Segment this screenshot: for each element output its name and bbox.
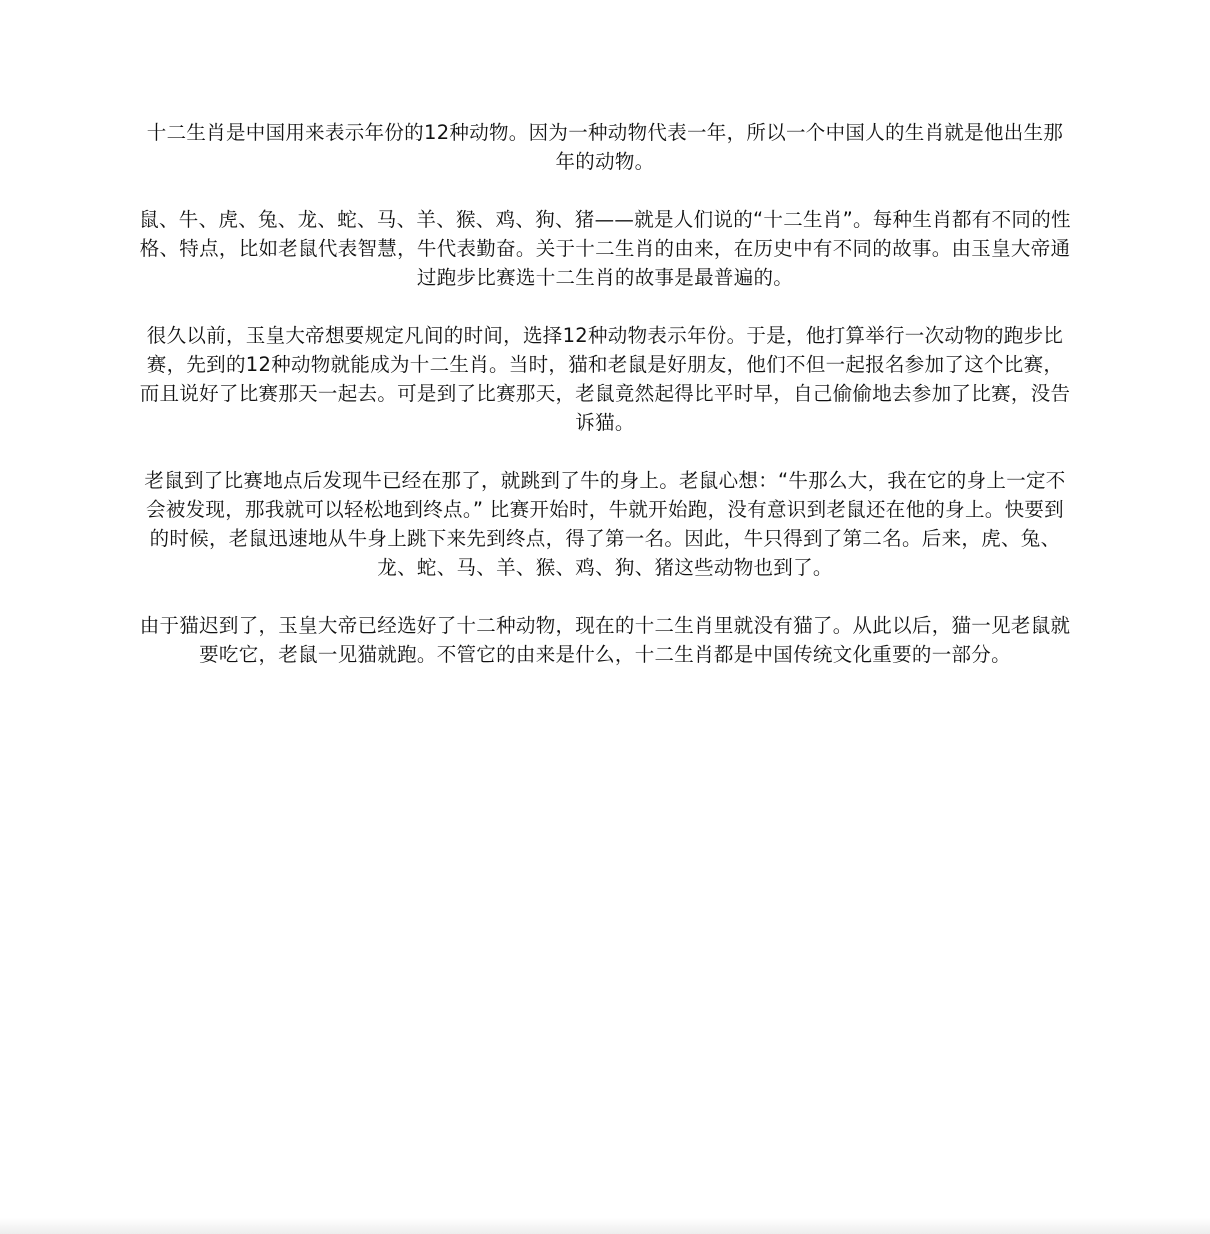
document-body (138, 118, 1072, 698)
page-bottom-edge (0, 1218, 1210, 1234)
paragraph-intro: 十二生肖是中国用来表示年份的12种动物。因为一种动物代表一年，所以一个中国人的生肖就是他出生那年的动物。 (146, 121, 1064, 173)
paragraph-conclusion: 由于猫迟到了，玉皇大帝已经选好了十二种动物，现在的十二生肖里就没有猫了。从此以后，猫一见老鼠就要吃它，老鼠一见猫就跑。不管它的由来是什么，十二生肖都是中国传统文化重要的一部分。 (139, 614, 1071, 666)
paragraph-race-setup: 很久以前，玉皇大帝想要规定凡间的时间，选择12种动物表示年份。于是，他打算举行一次动物的跑步比赛，先到的12种动物就能成为十二生肖。当时，猫和老鼠是好朋友，他们不但一起报名参加了这个比赛，而且说好了比赛那天一起去。可是到了比赛那天，老鼠竟然起得比平时早，自己偷偷地去参加了比赛，没告诉猫。 (139, 324, 1071, 434)
paragraph-zodiac-list: 鼠、牛、虎、兔、龙、蛇、马、羊、猴、鸡、狗、猪——就是人们说的“十二生肖”。每种生肖都有不同的性格、特点，比如老鼠代表智慧，牛代表勤奋。关于十二生肖的由来，在历史中有不同的故事。由玉皇大帝通过跑步比赛选十二生肖的故事是最普遍的。 (139, 208, 1071, 289)
paragraph-race: 老鼠到了比赛地点后发现牛已经在那了，就跳到了牛的身上。老鼠心想：“牛那么大，我在它的身上一定不会被发现，那我就可以轻松地到终点。” 比赛开始时，牛就开始跑，没有意识到老鼠还在他的身上。快要到的时候，老鼠迅速地从牛身上跳下来先到终点，得了第一名。因此，牛只得到了第二名。后来，虎、兔、龙、蛇、马、羊、猴、鸡、狗、猪这些动物也到了。 (144, 469, 1066, 579)
